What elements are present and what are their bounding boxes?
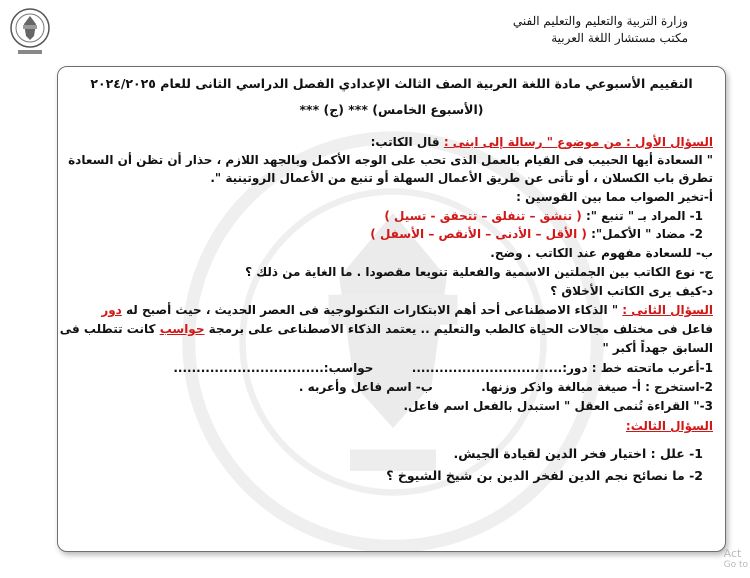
q1-choose-instruction: أ-تخير الصواب مما بين القوسين : — [516, 190, 713, 204]
q1-text-line-1: " السعادة أيها الحبيب فى القيام بالعمل الذى تحب على الوجه الأكمل وبالجهد اللازم ، حذار أن تظن أن السعادة — [68, 153, 713, 167]
ministry-logo-icon — [8, 6, 52, 58]
q2-underlined-word-2: حواسب — [159, 322, 205, 336]
q2-label: السؤال الثانى : — [622, 303, 713, 317]
q2-text-1: " الذكاء الاصطناعى أحد أهم الابتكارات التكنولوجية فى العصر الحديث ، حيث أصبح له — [126, 303, 619, 317]
header-block — [513, 13, 688, 47]
q2-line-1 — [70, 301, 713, 319]
q1-item-2 — [70, 225, 703, 243]
q2-parse-line — [70, 359, 713, 377]
q3-item-2: 2- ما نصائح نجم الدين لفخر الدين بن شيخ الشيوخ ؟ — [386, 468, 703, 483]
q1-part-d: د-كيف يرى الكاتب الأخلاق ؟ — [550, 284, 713, 298]
q2-parse-a: 1-أعرب ماتحته خط : دور:................................. — [411, 361, 713, 375]
q1-item-2-prefix: 2- مضاد " الأكمل": — [591, 227, 703, 241]
q1-item-2-options: ( الأقل – الأدنى – الأنقص – الأسفل ) — [370, 227, 587, 241]
q2-item-3: 3-" القراءة تُنمى العقل " استبدل بالفعل اسم فاعل. — [403, 399, 713, 413]
q2-extract-a: 2-استخرج : أ- صيغة مبالغة واذكر وزنها. — [481, 380, 713, 394]
q2-extract-line — [70, 378, 713, 396]
q2-line-2 — [59, 320, 713, 338]
os-activation-line-1: Act — [723, 547, 742, 560]
q1-item-1-options: ( تنشق – تنفلق – تتحقق - تسيل ) — [384, 209, 582, 223]
exam-title: التقييم الأسبوعي مادة اللغة العربية الصف الثالث الإعدادي الفصل الدراسي الثانى للعام ٢٠٢٤/٢٠٢٥ — [90, 76, 693, 91]
q1-label: السؤال الأول : من موضوع " رسالة إلى ابنى : — [443, 135, 713, 149]
office-name: مكتب مستشار اللغة العربية — [551, 31, 688, 45]
q1-header-line — [70, 133, 713, 151]
q2-underlined-word-1: دور — [101, 303, 122, 317]
q2-text-2b: كانت تتطلب فى — [59, 322, 156, 336]
q3-item-1: 1- علل : اختيار فخر الدين لقيادة الجيش. — [453, 446, 703, 461]
q1-item-1-prefix: 1- المراد بـ " تنبع ": — [585, 209, 703, 223]
ministry-name: وزارة التربية والتعليم والتعليم الفني — [512, 14, 688, 28]
q2-extract-b: ب- اسم فاعل وأعربه . — [298, 380, 433, 394]
q3-label: السؤال الثالث: — [625, 419, 713, 433]
q1-intro: قال الكاتب: — [370, 135, 440, 149]
exam-content — [58, 67, 725, 551]
q3-header-line — [70, 417, 713, 435]
q2-parse-b: حواسب:................................. — [173, 361, 374, 375]
exam-card — [57, 66, 726, 552]
q1-part-c: ج- نوع الكاتب بين الجملتين الاسمية والفعلية تنويعا مقصودا . ما الغاية من ذلك ؟ — [245, 265, 713, 279]
q2-line-3: السابق جهداً أكبر " — [602, 341, 713, 355]
os-activation-notice — [724, 547, 748, 570]
os-activation-line-2: Go to — [723, 560, 748, 570]
week-label: *** (ج) *** (الأسبوع الخامس) — [299, 102, 484, 117]
q2-text-2a: فاعل فى مختلف مجالات الحياة كالطب والتعليم .. يعتمد الذكاء الاصطناعى على برمجة — [208, 322, 713, 336]
q1-item-1 — [70, 207, 703, 225]
q1-text-line-2: تطرق باب الكسلان ، أو تأتى عن طريق الأعمال السهلة أو تنبع من الأعمال الروتينية ". — [210, 171, 713, 185]
q1-part-b: ب- للسعادة مفهوم عند الكاتب . وضح. — [490, 246, 713, 260]
